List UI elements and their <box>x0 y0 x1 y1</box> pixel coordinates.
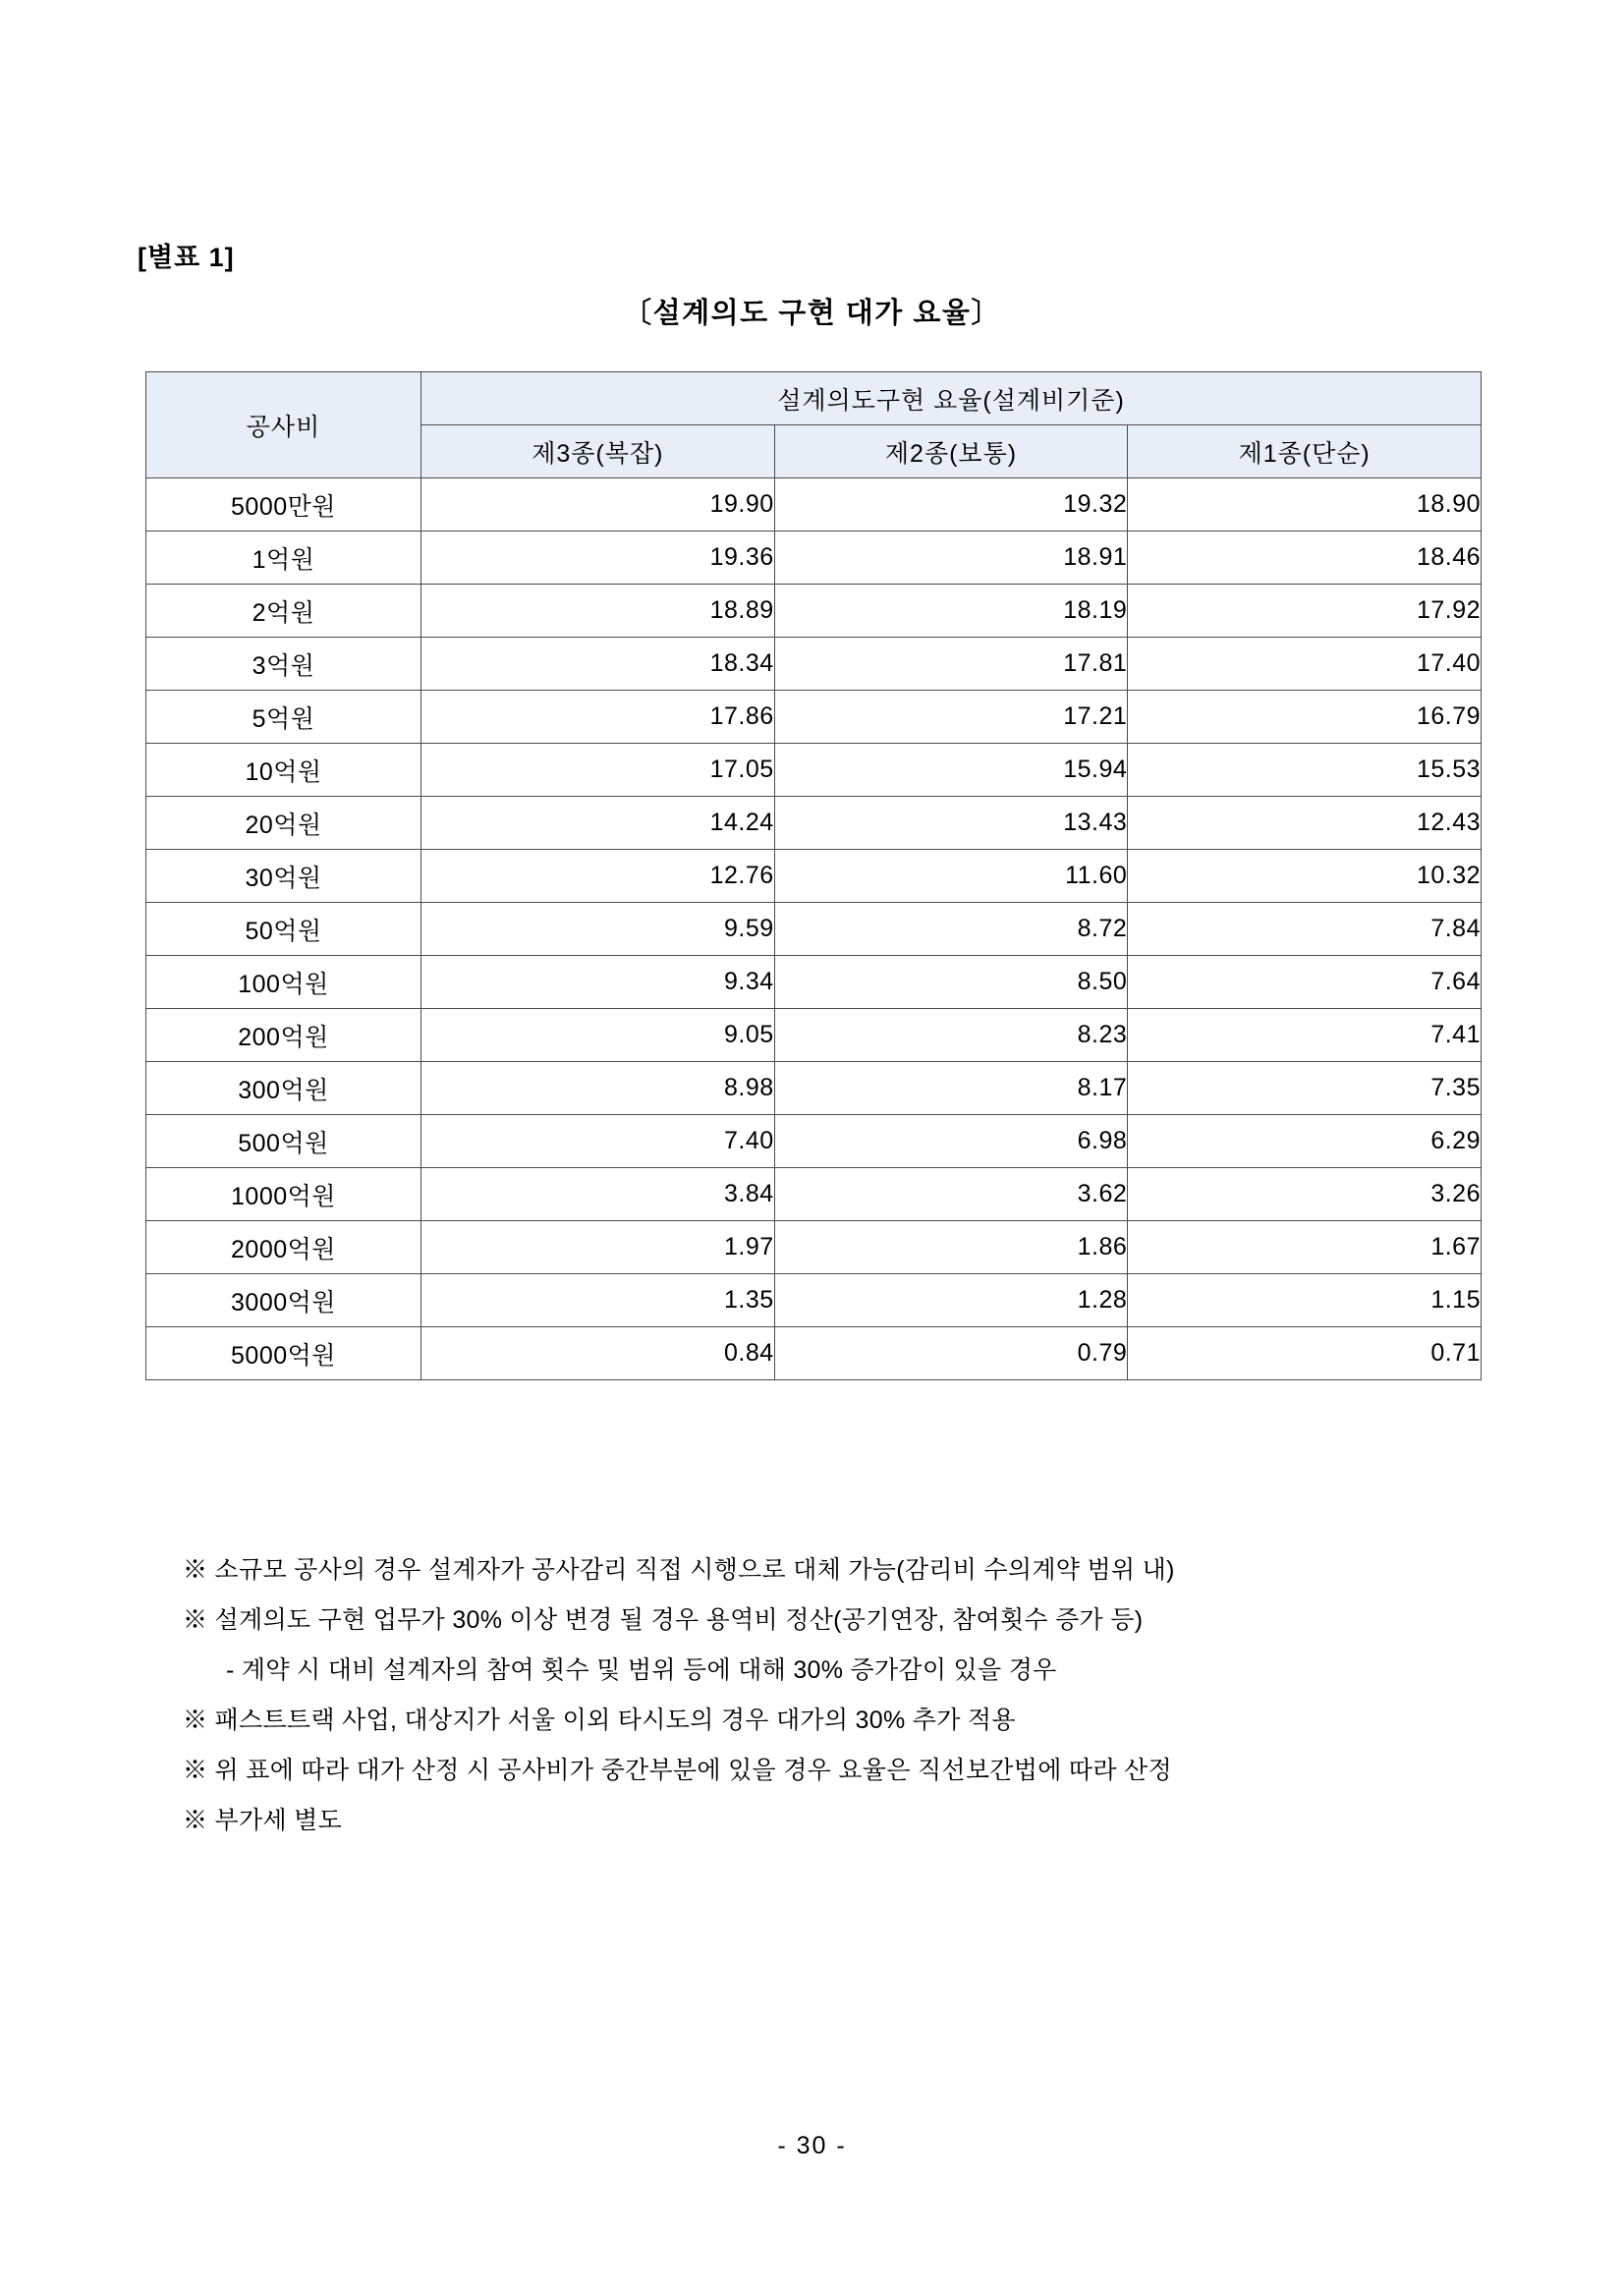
cell-type1: 10.32 <box>1128 850 1482 903</box>
cell-cost: 3000억원 <box>146 1274 421 1327</box>
cell-type2: 11.60 <box>774 850 1128 903</box>
cell-type1: 7.64 <box>1128 956 1482 1009</box>
column-header-cost: 공사비 <box>146 372 421 478</box>
cell-type3: 3.84 <box>421 1168 775 1221</box>
cell-type1: 15.53 <box>1128 744 1482 797</box>
cell-type3: 19.90 <box>421 478 775 532</box>
table-row <box>146 1168 1482 1221</box>
page-number: - 30 - <box>777 2132 847 2159</box>
cell-type1: 3.26 <box>1128 1168 1482 1221</box>
cell-type1: 1.15 <box>1128 1274 1482 1327</box>
table-row <box>146 638 1482 691</box>
cell-type2: 19.32 <box>774 478 1128 532</box>
cell-cost: 10억원 <box>146 744 421 797</box>
cell-cost: 100억원 <box>146 956 421 1009</box>
cell-type1: 18.46 <box>1128 532 1482 585</box>
cell-type3: 9.59 <box>421 903 775 956</box>
cell-type2: 17.21 <box>774 691 1128 744</box>
table-row <box>146 850 1482 903</box>
cell-type2: 0.79 <box>774 1327 1128 1380</box>
cell-type3: 7.40 <box>421 1115 775 1168</box>
cell-type2: 1.28 <box>774 1274 1128 1327</box>
cell-type1: 18.90 <box>1128 478 1482 532</box>
table-row <box>146 478 1482 532</box>
cell-cost: 1억원 <box>146 532 421 585</box>
table-header-row-1 <box>146 372 1482 425</box>
cell-cost: 200억원 <box>146 1009 421 1062</box>
cell-cost: 2억원 <box>146 585 421 638</box>
cell-cost: 300억원 <box>146 1062 421 1115</box>
cell-type2: 8.23 <box>774 1009 1128 1062</box>
cell-type1: 6.29 <box>1128 1115 1482 1168</box>
cell-cost: 50억원 <box>146 903 421 956</box>
table-row <box>146 956 1482 1009</box>
note-subitem: - 계약 시 대비 설계자의 참여 횟수 및 범위 등에 대해 30% 증가감이 있을 경우 <box>226 1656 1057 1684</box>
cell-type2: 17.81 <box>774 638 1128 691</box>
column-header-type2: 제2종(보통) <box>774 425 1128 478</box>
cell-type2: 3.62 <box>774 1168 1128 1221</box>
cell-cost: 3억원 <box>146 638 421 691</box>
cell-type3: 18.89 <box>421 585 775 638</box>
note-item: ※ 부가세 별도 <box>183 1807 343 1834</box>
annex-label: [별표 1] <box>138 243 235 272</box>
cell-type2: 15.94 <box>774 744 1128 797</box>
cell-type2: 8.17 <box>774 1062 1128 1115</box>
cell-type3: 1.97 <box>421 1221 775 1274</box>
cell-cost: 1000억원 <box>146 1168 421 1221</box>
table-row <box>146 1327 1482 1380</box>
table-row <box>146 744 1482 797</box>
cell-type3: 1.35 <box>421 1274 775 1327</box>
note-item: ※ 소규모 공사의 경우 설계자가 공사감리 직접 시행으로 대체 가능(감리비 수의계약 범위 내) <box>183 1556 1175 1584</box>
cell-type3: 9.34 <box>421 956 775 1009</box>
table-row <box>146 1221 1482 1274</box>
table-row <box>146 1062 1482 1115</box>
cell-type2: 6.98 <box>774 1115 1128 1168</box>
cell-cost: 30억원 <box>146 850 421 903</box>
table-row <box>146 903 1482 956</box>
cell-type1: 17.92 <box>1128 585 1482 638</box>
cell-type1: 17.40 <box>1128 638 1482 691</box>
cell-type2: 13.43 <box>774 797 1128 850</box>
cell-type3: 9.05 <box>421 1009 775 1062</box>
cell-cost: 500억원 <box>146 1115 421 1168</box>
cell-type1: 0.71 <box>1128 1327 1482 1380</box>
cell-type3: 12.76 <box>421 850 775 903</box>
cell-type2: 1.86 <box>774 1221 1128 1274</box>
cell-type2: 8.72 <box>774 903 1128 956</box>
cell-cost: 5억원 <box>146 691 421 744</box>
cell-type1: 7.84 <box>1128 903 1482 956</box>
table-row <box>146 585 1482 638</box>
column-header-type3: 제3종(복잡) <box>421 425 775 478</box>
cell-type3: 17.86 <box>421 691 775 744</box>
cell-type3: 19.36 <box>421 532 775 585</box>
cell-type3: 18.34 <box>421 638 775 691</box>
cell-cost: 5000만원 <box>146 478 421 532</box>
cell-type3: 0.84 <box>421 1327 775 1380</box>
cell-type1: 1.67 <box>1128 1221 1482 1274</box>
cell-type1: 7.35 <box>1128 1062 1482 1115</box>
cell-cost: 2000억원 <box>146 1221 421 1274</box>
cell-type1: 7.41 <box>1128 1009 1482 1062</box>
table-row <box>146 691 1482 744</box>
cell-type1: 12.43 <box>1128 797 1482 850</box>
note-item: ※ 설계의도 구현 업무가 30% 이상 변경 될 경우 용역비 정산(공기연장, 참여횟수 증가 등) <box>183 1606 1144 1634</box>
table-header <box>146 372 1482 478</box>
cell-type3: 8.98 <box>421 1062 775 1115</box>
page-title: 〔설계의도 구현 대가 요율〕 <box>623 298 1001 329</box>
table-row <box>146 532 1482 585</box>
note-item: ※ 패스트트랙 사업, 대상지가 서울 이외 타시도의 경우 대가의 30% 추가 적용 <box>183 1707 1016 1734</box>
cell-type2: 18.91 <box>774 532 1128 585</box>
cell-type3: 17.05 <box>421 744 775 797</box>
table-body <box>146 478 1482 1380</box>
table-row <box>146 1009 1482 1062</box>
column-header-group: 설계의도구현 요율(설계비기준) <box>421 372 1482 425</box>
cell-type2: 8.50 <box>774 956 1128 1009</box>
cell-type3: 14.24 <box>421 797 775 850</box>
table-row <box>146 1115 1482 1168</box>
cell-cost: 5000억원 <box>146 1327 421 1380</box>
cell-cost: 20억원 <box>146 797 421 850</box>
cell-type1: 16.79 <box>1128 691 1482 744</box>
rate-table <box>145 371 1482 1380</box>
note-item: ※ 위 표에 따라 대가 산정 시 공사비가 중간부분에 있을 경우 요율은 직선보간법에 따라 산정 <box>183 1757 1172 1784</box>
column-header-type1: 제1종(단순) <box>1128 425 1482 478</box>
table-row <box>146 1274 1482 1327</box>
cell-type2: 18.19 <box>774 585 1128 638</box>
table-row <box>146 797 1482 850</box>
notes-list <box>183 1558 1499 1859</box>
